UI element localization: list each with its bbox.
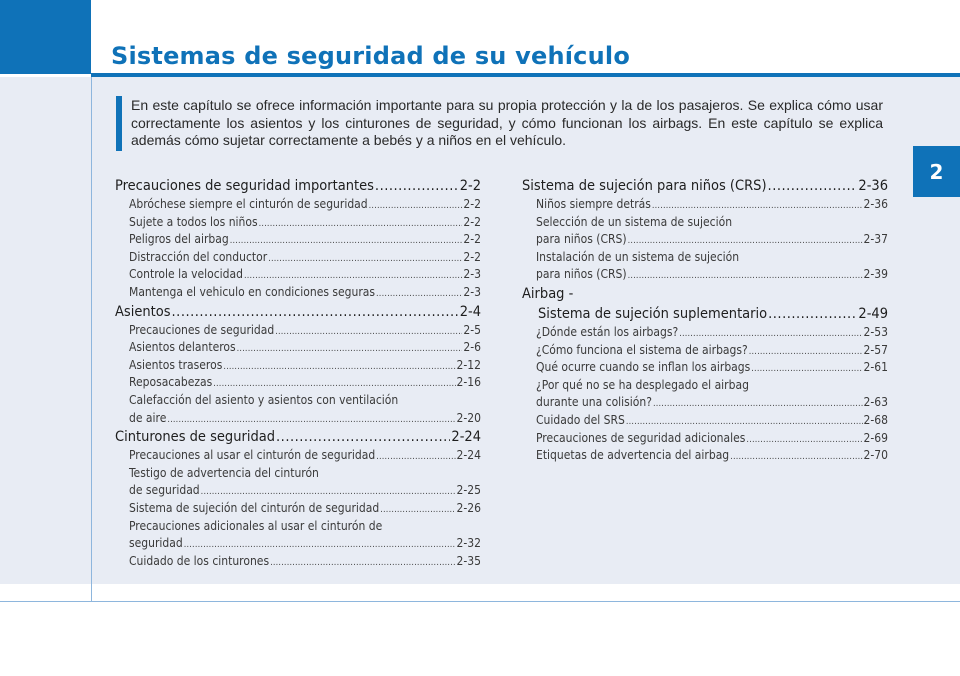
- toc-item-line1[interactable]: Selección de un sistema de sujeción: [536, 214, 733, 229]
- toc-item-line1[interactable]: Instalación de un sistema de sujeción: [536, 249, 740, 264]
- toc-item[interactable]: Cuidado del SRS ..... 2-68: [522, 412, 888, 430]
- toc-section-cinturones[interactable]: Cinturones de seguridad ..... 2-24: [115, 427, 481, 447]
- toc-item[interactable]: Controle la velocidad ..... 2-3: [115, 266, 481, 284]
- toc-section-precauciones[interactable]: Precauciones de seguridad importantes ..... 2-2: [115, 176, 481, 196]
- toc-item[interactable]: Sujete a todos los niños ..... 2-2: [115, 214, 481, 232]
- toc-item[interactable]: Qué ocurre cuando se inflan los airbags ..... 2-61: [522, 359, 888, 377]
- toc-item[interactable]: para niños (CRS) ..... 2-37: [522, 231, 888, 249]
- toc-section-asientos[interactable]: Asientos ..... 2-4: [115, 302, 481, 322]
- toc-right-column: [522, 176, 888, 465]
- toc-item[interactable]: ¿Cómo funciona el sistema de airbags? ..... 2-57: [522, 342, 888, 360]
- toc-item[interactable]: Etiquetas de advertencia del airbag ..... 2-70: [522, 447, 888, 465]
- toc-item[interactable]: seguridad ..... 2-32: [115, 535, 481, 553]
- page-title: Sistemas de seguridad de su vehículo: [111, 42, 631, 70]
- toc-item[interactable]: Precauciones de seguridad ..... 2-5: [115, 322, 481, 340]
- toc-item-line1[interactable]: Calefacción del asiento y asientos con ventilación: [129, 392, 399, 407]
- toc-item[interactable]: Precauciones de seguridad adicionales ..... 2-69: [522, 430, 888, 448]
- toc-item[interactable]: para niños (CRS) ..... 2-39: [522, 266, 888, 284]
- toc-item[interactable]: Asientos delanteros ..... 2-6: [115, 339, 481, 357]
- toc-section-airbag-line1[interactable]: Airbag -: [522, 285, 574, 302]
- toc-item[interactable]: Peligros del airbag ..... 2-2: [115, 231, 481, 249]
- toc-item[interactable]: Cuidado de los cinturones ..... 2-35: [115, 553, 481, 571]
- toc-item-line1[interactable]: Testigo de advertencia del cinturón: [129, 465, 319, 480]
- toc-item[interactable]: Sistema de sujeción del cinturón de seguridad ..... 2-26: [115, 500, 481, 518]
- toc-item[interactable]: Abróchese siempre el cinturón de seguridad ..... 2-2: [115, 196, 481, 214]
- chapter-tab[interactable]: 2: [913, 146, 960, 197]
- toc-item[interactable]: durante una colisión? ..... 2-63: [522, 394, 888, 412]
- corner-block: [0, 0, 91, 74]
- toc-item-line1[interactable]: Precauciones adicionales al usar el cinturón de: [129, 518, 383, 533]
- bottom-divider: [0, 601, 960, 602]
- toc-item[interactable]: Mantenga el vehiculo en condiciones seguras ..... 2-3: [115, 284, 481, 302]
- toc-item[interactable]: Precauciones al usar el cinturón de seguridad ..... 2-24: [115, 447, 481, 465]
- toc-item[interactable]: Niños siempre detrás ..... 2-36: [522, 196, 888, 214]
- intro-paragraph: En este capítulo se ofrece información importante para su propia protección y la de los pasajeros. Se explica cómo usar correctamente los asientos y los cinturones de seguridad, y cómo funcionan los airbags. En este capítulo se explica además cómo sujetar correctamente a bebés y a niños en el vehículo.: [131, 97, 883, 148]
- margin-divider: [91, 77, 92, 602]
- toc-item[interactable]: de seguridad ..... 2-25: [115, 482, 481, 500]
- toc-section-crs[interactable]: Sistema de sujeción para niños (CRS) ..... 2-36: [522, 176, 888, 196]
- toc-item[interactable]: ¿Dónde están los airbags? ..... 2-53: [522, 324, 888, 342]
- toc-left-column: [115, 176, 481, 570]
- toc-item[interactable]: de aire ..... 2-20: [115, 410, 481, 428]
- toc-item[interactable]: Distracción del conductor ..... 2-2: [115, 249, 481, 267]
- toc-section-airbag[interactable]: Sistema de sujeción suplementario ..... 2-49: [522, 304, 888, 324]
- toc-item[interactable]: Reposacabezas ..... 2-16: [115, 374, 481, 392]
- toc-item-line1[interactable]: ¿Por qué no se ha desplegado el airbag: [536, 377, 749, 392]
- intro-accent-bar: [116, 96, 122, 151]
- toc-item[interactable]: Asientos traseros ..... 2-12: [115, 357, 481, 375]
